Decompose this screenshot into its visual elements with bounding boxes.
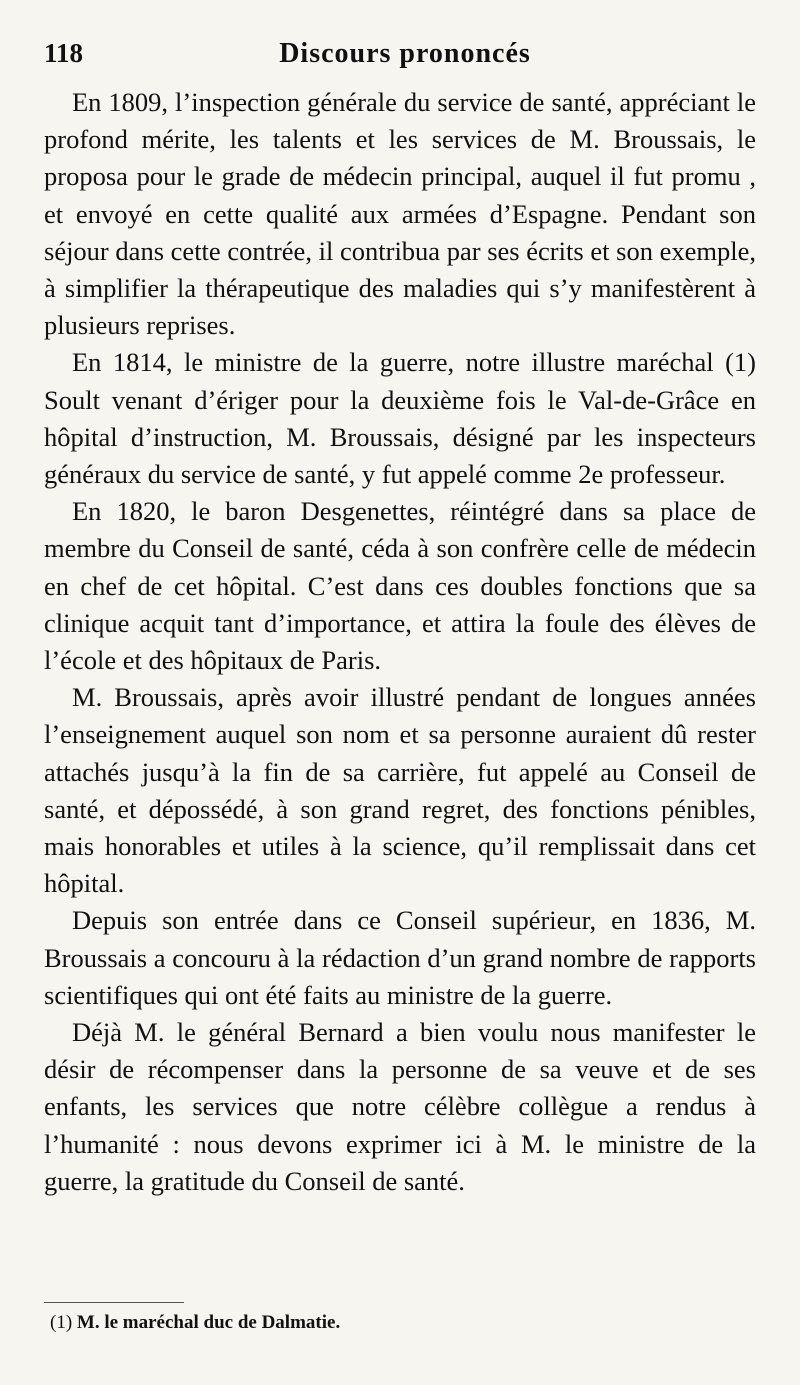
paragraph-bernard: Déjà M. le général Bernard a bien voulu nous manifester le désir de récompenser dans la personne de sa veuve et de ses enfants, les services que notre célèbre collègue a rendus à l’humanité : nous devons exprimer ici à M. le ministre de la guerre, la gratitude du Conseil de santé.	[44, 1017, 756, 1196]
body-text	[44, 84, 756, 1200]
footnote	[50, 1312, 750, 1334]
paragraph-1809: En 1809, l’inspection générale du service de santé, appréciant le profond mérite, les talents et les services de M. Broussais, le proposa pour le grade de médecin principal, auquel il fut promu , et envoyé en cette qualité aux armées d’Espagne. Pendant son séjour dans cette contrée, il contribua par ses écrits et son exemple, à simplifier la thérapeutique des maladies qui s’y manifestèrent à plusieurs reprises.	[44, 87, 756, 341]
paragraph-1820: En 1820, le baron Desgenettes, réintégré dans sa place de membre du Conseil de santé, céda à son confrère celle de médecin en chef de cet hôpital. C’est dans ces doubles fonctions que sa clinique acquit tant d’importance, et attira la foule des élèves de l’école et des hôpitaux de Paris.	[44, 496, 756, 676]
footnote-text: M. le maréchal duc de Dalmatie.	[76, 1312, 341, 1333]
paragraph-1836: Depuis son entrée dans ce Conseil supérieur, en 1836, M. Broussais a concouru à la rédaction d’un grand nombre de rapports scientifiques qui ont été faits au ministre de la guerre.	[44, 905, 756, 1010]
page-header	[44, 38, 756, 74]
footnote-rule	[44, 1302, 184, 1303]
footnote-marker: (1)	[50, 1312, 73, 1333]
paragraph-broussais-conseil: M. Broussais, après avoir illustré pendant de longues années l’enseignement auquel son nom et sa personne auraient dû rester attachés jusqu’à la fin de sa carrière, fut appelé au Conseil de santé, et dépossédé, à son grand regret, des fonctions pénibles, mais honorables et utiles à la science, qu’il remplissait dans cet hôpital.	[44, 682, 756, 899]
paragraph-1814: En 1814, le ministre de la guerre, notre illustre maréchal (1) Soult venant d’ériger pour la deuxième fois le Val-de-Grâce en hôpital d’instruction, M. Broussais, désigné par les inspecteurs généraux du service de santé, y fut appelé comme 2e professeur.	[44, 347, 756, 490]
page-number: 118	[44, 38, 84, 68]
running-title: Discours prononcés	[279, 38, 531, 69]
